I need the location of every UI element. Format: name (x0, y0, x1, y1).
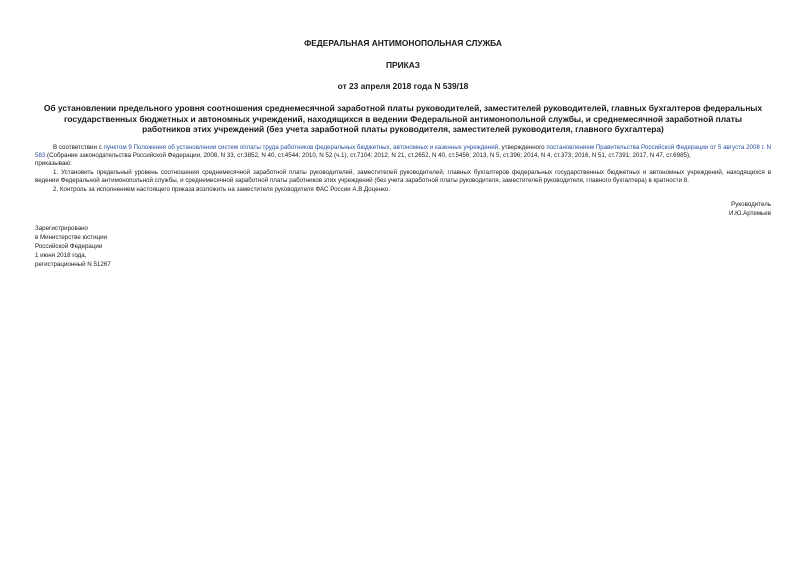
document-date-number: от 23 апреля 2018 года N 539/18 (337, 81, 469, 91)
registration-line: в Министерстве юстиции (35, 233, 108, 241)
preamble-paragraph (35, 144, 771, 161)
registration-number: регистрационный N 51267 (35, 260, 111, 268)
registration-date: 1 июня 2018 года, (35, 251, 87, 259)
document-page (35, 0, 771, 269)
signatory-name: И.Ю.Артемьев (729, 209, 771, 217)
registration-block (35, 224, 771, 269)
regulation-link[interactable]: пунктом 9 Положения об установлении систем оплаты труда работников федеральных бюджетных, автономных и казенных учреждений (103, 143, 499, 151)
agency-name: ФЕДЕРАЛЬНАЯ АНТИМОНОПОЛЬНАЯ СЛУЖБА (304, 38, 502, 48)
preamble-rest: (Собрание законодательства Российской Федерации, 2008, N 33, ст.3852, N 40, ст.4544; 2010, N 52 (ч.1), ст.7104; 2012, N 21, ст.2652, N 40, ст.5456; 2013, N 5, ст.396; 2014, N 4, ст.373; 2016, N 51, ст.7391; 2017, N 47, ст.6985), (45, 151, 691, 159)
document-title: Об установлении предельного уровня соотношения среднемесячной заработной платы руководителей, заместителей руководителей, главных бухгалтеров федеральных государственных бюджетных и автономных учреждений, находящихся в ведении Федеральной антимонопольной службы, и среднемесячной заработной платы работников этих учреждений (без учета заработной платы руководителя, заместителей руководителя, главного бухгалтера) (43, 103, 763, 134)
order-item-2: 2. Контроль за исполнением настоящего приказа возложить на заместителя руководителя ФАС России А.В.Доценко. (53, 185, 391, 193)
registration-line: Российской Федерации (35, 242, 103, 250)
order-word: приказываю: (35, 160, 72, 168)
document-type: ПРИКАЗ (385, 60, 421, 70)
registration-line: Зарегистрировано (35, 224, 88, 232)
signature-block (35, 200, 771, 218)
preamble-mid: , утвержденного (498, 143, 547, 151)
preamble-intro: В соответствии с (53, 143, 104, 151)
signatory-position: Руководитель (731, 200, 771, 208)
document-body (35, 144, 771, 194)
government-decree-link[interactable]: постановлением Правительства Российской Федерации от 5 августа 2008 г. N 583 (35, 143, 772, 159)
order-item-1: 1. Установить предельный уровень соотношения среднемесячной заработной платы руководителей, заместителей руководителей, главных бухгалтеров федеральных государственных бюджетных и автономных учреждений, находящихся в ведении Федеральной антимонопольной службы, и среднемесячной заработной платы работников этих учреждений (без учета заработной платы руководителя, заместителей руководителя, главного бухгалтера) в кратности 8. (35, 168, 771, 185)
